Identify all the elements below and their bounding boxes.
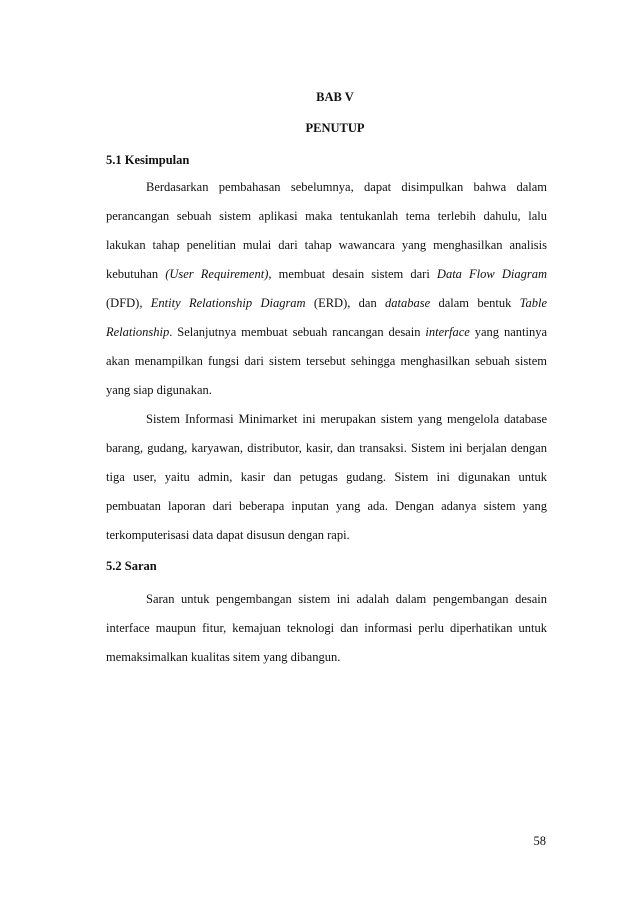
page-number: 58 — [533, 834, 546, 848]
document-body — [106, 150, 547, 672]
suggestion-paragraph-1: Saran untuk pengembangan sistem ini adalah dalam pengembangan desain interface maupun fitur, kemajuan teknologi dan informasi perlu diperhatikan untuk memaksimalkan kualitas sitem yang dibangun. — [106, 592, 547, 664]
text-run: (DFD), — [106, 296, 151, 310]
chapter-number: BAB V — [316, 90, 354, 104]
conclusion-paragraph-2: Sistem Informasi Minimarket ini merupakan sistem yang mengelola database barang, gudang, karyawan, distributor, kasir, dan transaksi. Sistem ini berjalan dengan tiga user, yaitu admin, kasir dan petugas gudang. Sistem ini digunakan untuk pembuatan laporan dari beberapa inputan yang ada. Dengan adanya sistem yang terkomputerisasi data dapat disusun dengan rapi. — [106, 412, 547, 542]
italic-term-dfd: Data Flow Diagram — [436, 267, 547, 281]
text-run: , membuat desain sistem dari — [268, 267, 437, 281]
text-run: yang nantinya akan menampilkan fungsi dari sistem tersebut sehingga menghasilkan sebuah sistem yang siap digunakan. — [106, 325, 548, 397]
text-run: Berdasarkan pembahasan sebelumnya, dapat disimpulkan bahwa dalam perancangan sebuah sistem aplikasi maka tentukanlah tema terlebih dahulu, lalu lakukan tahap penelitian mulai dari tahap wawancara yang menghasilkan analisis kebutuhan — [106, 180, 547, 281]
text-run: (ERD), dan — [305, 296, 386, 310]
text-run: . Selanjutnya membuat sebuah rancangan desain — [169, 325, 426, 339]
italic-term-user-requirement: (User Requirement) — [165, 267, 269, 281]
italic-term-database: database — [385, 296, 431, 310]
italic-term-erd: Entity Relationship Diagram — [150, 296, 306, 310]
section-heading-suggestion: 5.2 Saran — [106, 559, 157, 573]
text-run: dalam bentuk — [430, 296, 520, 310]
conclusion-paragraph-1 — [106, 173, 547, 405]
italic-term-table-relationship: Table Relationship — [106, 296, 547, 339]
italic-term-interface: interface — [425, 325, 470, 339]
section-heading-conclusion: 5.1 Kesimpulan — [106, 153, 190, 167]
chapter-title: PENUTUP — [305, 121, 365, 135]
